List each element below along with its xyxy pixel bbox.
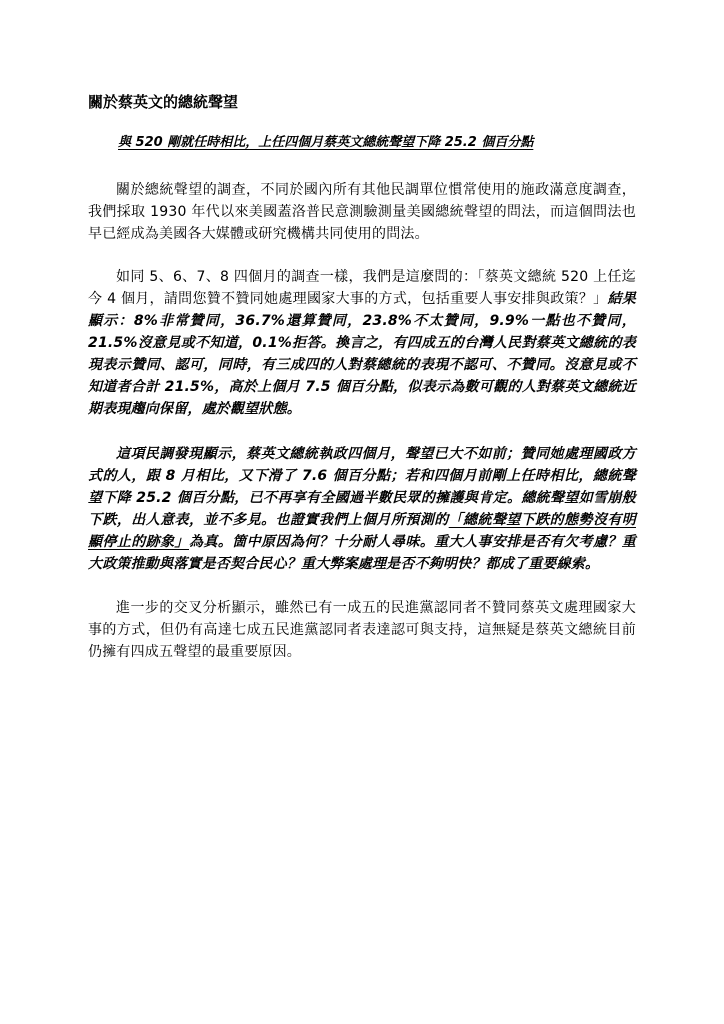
analysis-quote: 「總統聲望下跌的態勢沒有明顯停止的跡象」	[88, 512, 636, 550]
survey-results-text: 結果顯示：8%非常贊同，36.7%還算贊同，23.8%不太贊同，9.9%一點也不贊同，21.5%沒意見或不知道，0.1%拒答。換言之，有四成五的台灣人民對蔡英文總統的表現表示贊同、認可，同時，有三成四的人對蔡總統的表現不認可、不贊同。沒意見或不知道者合計 21.5%，高於上個月 7.5 個百分點，似表示為數可觀的人對蔡英文總統近期表現趨向保留，處於觀望狀態。	[88, 291, 636, 417]
paragraph-methodology: 關於總統聲望的調查，不同於國內所有其他民調單位慣常使用的施政滿意度調查，我們採取 1930 年代以來美國蓋洛普民意測驗測量美國總統聲望的問法，而這個問法也早已經成為美國各大媒體或研究機構共同使用的問法。	[88, 182, 636, 242]
paragraph-analysis	[88, 443, 636, 575]
paragraph-cross-analysis: 進一步的交叉分析顯示，雖然已有一成五的民進黨認同者不贊同蔡英文處理國家大事的方式，但仍有高達七成五民進黨認同者表達認可與支持，這無疑是蔡英文總統目前仍擁有四成五聲望的最重要原因。	[88, 600, 636, 660]
paragraph-survey-results	[88, 266, 636, 420]
analysis-text-b: 為真。箇中原因為何？十分耐人尋味。重大人事安排是否有欠考慮？重大政策推動與落實是否契合民心？重大弊案處理是否不夠明快？都成了重要線索。	[88, 534, 637, 572]
survey-question-text: 如同 5、6、7、8 四個月的調查一樣，我們是這麼問的：「蔡英文總統 520 上任迄今 4 個月，請問您贊不贊同她處理國家大事的方式，包括重要人事安排與政策？」	[88, 269, 636, 307]
document-title: 關於蔡英文的總統聲望	[88, 93, 239, 111]
analysis-text-a: 這項民調發現顯示，蔡英文總統執政四個月，聲望已大不如前；贊同她處理國政方式的人，跟 8 月相比，又下滑了 7.6 個百分點；若和四個月前剛上任時相比，總統聲望下降 25.2 個百分點，已不再享有全國過半數民眾的擁護與肯定。總統聲望如雪崩般下跌，出人意表，並不多見。也證實我們上個月所預測的	[88, 446, 636, 528]
document-subtitle: 與 520 剛就任時相比，上任四個月蔡英文總統聲望下降 25.2 個百分點	[118, 135, 534, 150]
